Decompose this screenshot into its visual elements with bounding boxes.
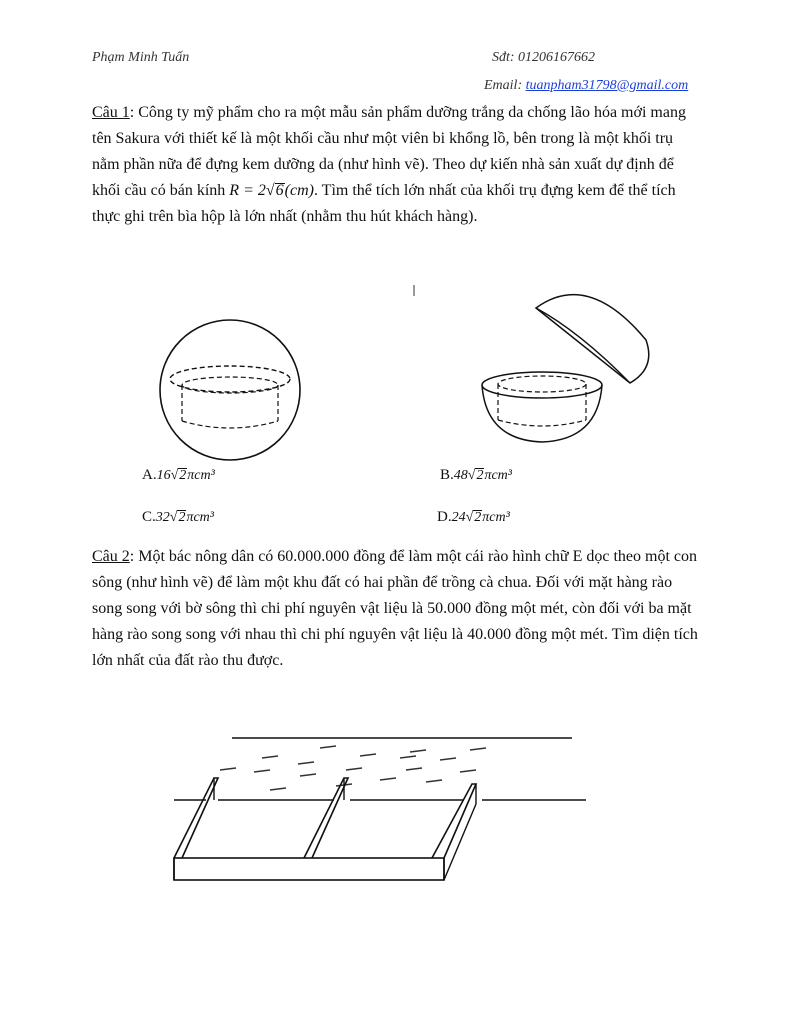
option-b-unit: πcm³ (484, 468, 512, 483)
header-email (484, 78, 688, 94)
option-c-unit: πcm³ (186, 510, 214, 525)
radius-formula: R = 2√6(cm) (229, 182, 314, 199)
option-b-coef: 48 (453, 468, 468, 483)
option-b-letter: B. (440, 467, 454, 483)
option-d-sqrt: 2 (474, 510, 482, 525)
question-1-body-a: : Công ty mỹ phẩm cho ra một mẫu sản phẩm dưỡng trắng da chống lão hóa mới mang tên Sakura với thiết kế là một khối cầu như một viên bi khổng lồ, bên trong là một khối trụ nằm phần nữa để đựng kem dưỡng da (như hình vẽ). Theo dự kiến nhà sản xuất dự định để khối cầu có bán kính (92, 104, 686, 199)
option-d-value: 24√2πcm³ (451, 510, 510, 525)
radius-lhs: R = 2 (229, 182, 266, 199)
question-1-body-b: . Tìm thể tích lớn nhất của khối trụ đựng kem để thể tích thực ghi trên bìa hộp là lớn nhất (nhằm thu hút khách hàng). (92, 182, 676, 225)
option-b-value: 48√2πcm³ (453, 468, 512, 483)
option-a[interactable] (142, 467, 215, 484)
option-d-unit: πcm³ (482, 510, 510, 525)
question-2-label: Câu 2 (92, 548, 130, 565)
option-c-sqrt: 2 (178, 510, 186, 525)
question-2-body: : Một bác nông dân có 60.000.000 đồng để làm một cái rào hình chữ E dọc theo một con sông (như hình vẽ) để làm một khu đất có hai phần để trồng cà chua. Đối với mặt hàng rào song song với bờ sông thì chi phí nguyên vật liệu là 50.000 đồng một mét, còn đối với ba mặt hàng rào song song với nhau thì chi phí nguyên vật liệu là 40.000 đồng một mét. Tìm diện tích lớn nhất của đất rào thu được. (92, 548, 698, 669)
header-author: Phạm Minh Tuấn (92, 50, 190, 65)
option-a-coef: 16 (156, 468, 171, 483)
option-b[interactable] (440, 467, 512, 484)
option-c-value: 32√2πcm³ (155, 510, 214, 525)
stray-mark (412, 285, 416, 297)
email-link[interactable]: tuanpham31798@gmail.com (525, 78, 689, 93)
radius-sqrt: 6 (275, 182, 284, 199)
open-hemisphere-figure (478, 280, 668, 460)
water-marks (220, 746, 486, 790)
radius-unit: (cm) (284, 182, 314, 199)
question-2-text (92, 544, 704, 674)
header-phone: Sđt: 01206167662 (492, 50, 596, 65)
question-1-label: Câu 1 (92, 104, 130, 121)
river-fence-figure (170, 730, 590, 890)
option-d-letter: D. (437, 509, 452, 525)
option-a-letter: A. (142, 467, 157, 483)
option-c-coef: 32 (155, 510, 170, 525)
option-d[interactable] (437, 509, 510, 526)
option-c-letter: C. (142, 509, 156, 525)
option-d-coef: 24 (451, 510, 466, 525)
option-a-value: 16√2πcm³ (156, 468, 215, 483)
question-1-text (92, 100, 704, 230)
option-a-sqrt: 2 (179, 468, 187, 483)
option-a-unit: πcm³ (187, 468, 215, 483)
email-label: Email: (484, 78, 526, 93)
option-b-sqrt: 2 (476, 468, 484, 483)
option-c[interactable] (142, 509, 214, 526)
sphere-cylinder-figure (160, 318, 310, 468)
